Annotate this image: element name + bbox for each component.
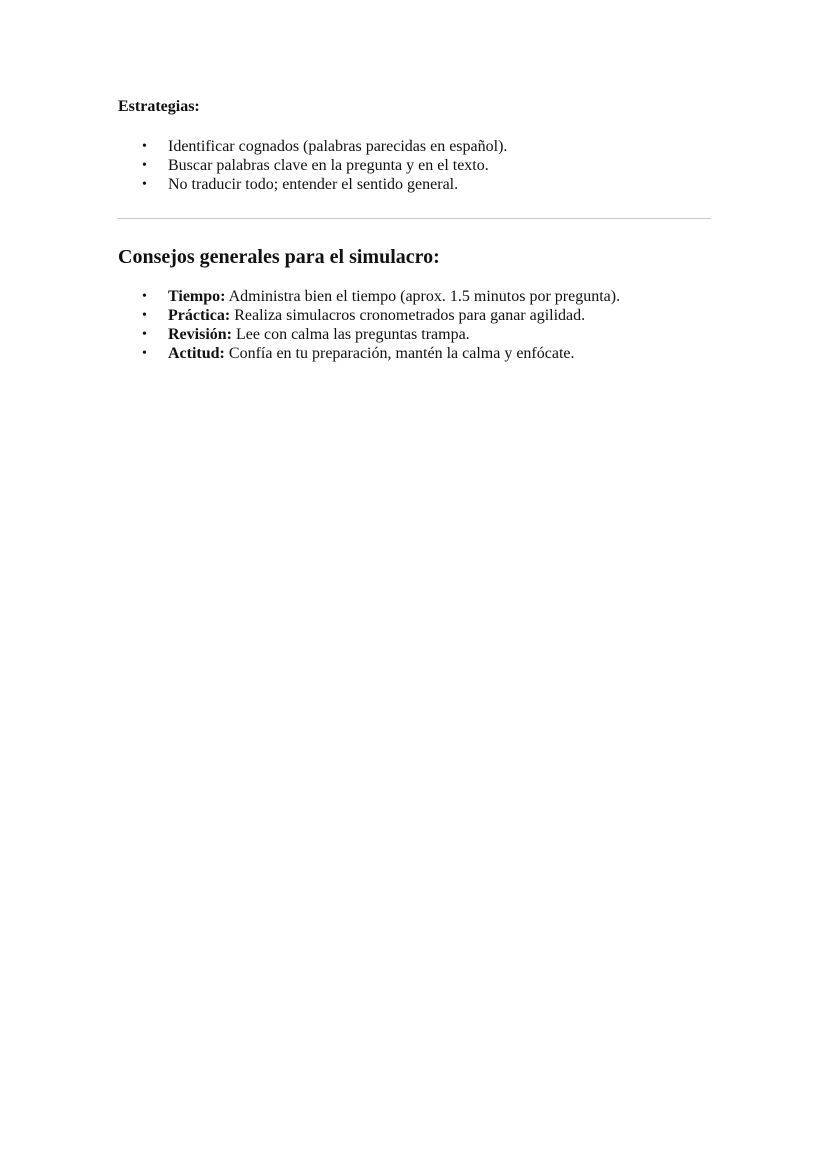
document-page [118, 96, 711, 363]
strategies-list [118, 137, 711, 194]
bullet-icon: • [142, 327, 147, 342]
list-item [118, 344, 711, 363]
tip-term: Revisión: [168, 326, 232, 343]
bullet-icon: • [142, 177, 147, 192]
tips-heading: Consejos generales para el simulacro: [118, 246, 440, 268]
tip-text: Lee con calma las preguntas trampa. [232, 326, 470, 343]
list-item-text: No traducir todo; entender el sentido general. [168, 176, 459, 193]
tip-text: Administra bien el tiempo (aprox. 1.5 minutos por pregunta). [225, 288, 621, 305]
strategies-heading: Estrategias: [118, 98, 200, 115]
section-divider [118, 218, 711, 219]
tips-list [118, 287, 711, 363]
list-item [118, 156, 711, 175]
list-item [118, 306, 711, 325]
list-item [118, 325, 711, 344]
bullet-icon: • [142, 139, 147, 154]
tip-term: Tiempo: [168, 288, 226, 305]
list-item [118, 137, 711, 156]
list-item [118, 287, 711, 306]
bullet-icon: • [142, 158, 147, 173]
tip-term: Actitud: [168, 345, 225, 362]
tip-text: Realiza simulacros cronometrados para ganar agilidad. [230, 307, 586, 324]
list-item-text: Identificar cognados (palabras parecidas en español). [168, 138, 508, 155]
bullet-icon: • [142, 289, 147, 304]
list-item-text: Buscar palabras clave en la pregunta y en el texto. [168, 157, 489, 174]
tip-text: Confía en tu preparación, mantén la calma y enfócate. [224, 345, 575, 362]
tip-term: Práctica: [168, 307, 231, 324]
list-item [118, 175, 711, 194]
bullet-icon: • [142, 308, 147, 323]
bullet-icon: • [142, 346, 147, 361]
